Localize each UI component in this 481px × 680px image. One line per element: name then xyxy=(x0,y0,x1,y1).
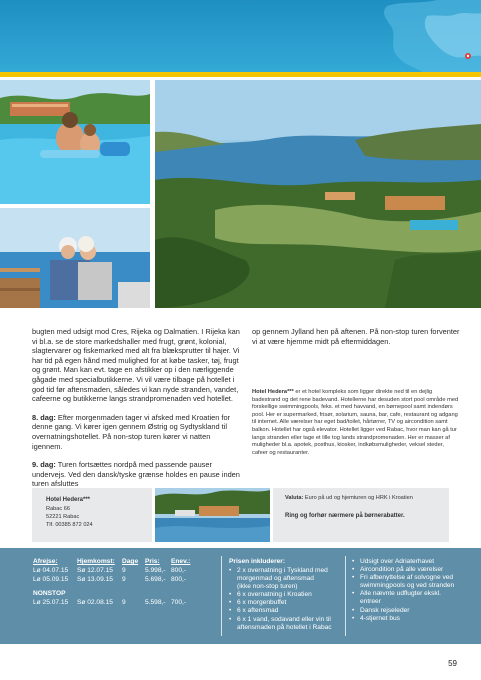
day-8-label: 8. dag: xyxy=(32,412,56,422)
paragraph-day-8 xyxy=(32,413,242,451)
list-item: • Alle nævnte udflugter ekskl. xyxy=(352,590,454,598)
list-item: aftensmaden på hotellet i Rabac xyxy=(237,623,332,631)
hotel-address-box xyxy=(32,488,152,542)
photo-resort-aerial xyxy=(155,80,481,308)
table-cell: 9 xyxy=(122,567,126,574)
table-cell: 9 xyxy=(122,599,126,606)
hotel-city: 52221 Rabac xyxy=(46,514,80,520)
table-cell: 9 xyxy=(122,576,126,583)
list-item: entreer xyxy=(360,598,381,606)
photo-hotel-bay xyxy=(155,488,270,542)
list-item: • Fri afbenyttelse af solvogne ved xyxy=(352,574,454,582)
hotel-street: Rabac 66 xyxy=(46,506,70,512)
list-item: • Udsigt over Adriaterhavet xyxy=(352,558,454,566)
list-item: • 6 x aftensmad xyxy=(229,607,332,615)
table-cell: 5.698,- xyxy=(145,576,166,583)
nonstop-label: NONSTOP xyxy=(33,590,66,597)
list-item: • 6 x 1 vand, sodavand eller vin til xyxy=(229,616,332,624)
hotel-description-label: Hotel Hedera*** xyxy=(252,389,294,395)
yellow-stripe xyxy=(0,72,481,77)
list-item: (ikke non-stop turen) xyxy=(237,583,298,591)
valuta-box xyxy=(273,488,449,542)
table-cell: Lø 04.07.15 xyxy=(33,567,69,574)
valuta-text: Euro på ud og hjemturen og HRK i Kroatien xyxy=(304,495,413,501)
hotel-name: Hotel Hedera*** xyxy=(46,497,91,503)
list-item: • 2 x overnatning i Tyskland med xyxy=(229,567,332,575)
child-discount-note: Ring og forhør nærmere på børnerabatter. xyxy=(285,513,405,519)
list-item: • Dansk rejseleder xyxy=(352,607,454,615)
paragraph-rijeka: bugten med udsigt mod Cres, Rijeka og Dalmatien. I Rijeka kan vi bl.a. se de store markedshaller med frugt, grønt, kolonial, slagtervarer og fiskemarked med alt fra blæksprutter til hajer. Vi har tid på egen hånd med mulighed for at købe tasker, tøj, frugt og grønt. Man kan evt. tage en afstikker op i den nærliggende gågade med specialbutikkerne. Vi vil være tilbage på hotellet i god tid før aftensmaden, således vi kan nyde stranden, vandet, cafeerne og butikkerne langs strandpromenaden ved hotellet. xyxy=(32,327,240,404)
body-column-left xyxy=(32,327,242,498)
table-cell: Sø 13.09.15 xyxy=(77,576,113,583)
page-number: 59 xyxy=(448,659,457,668)
list-item: swimmingpools og ved stranden xyxy=(360,582,455,590)
valuta-line xyxy=(285,495,445,502)
header-pris: Pris: xyxy=(145,558,160,565)
column-divider xyxy=(221,556,222,636)
table-cell: Sø 02.08.15 xyxy=(77,599,113,606)
list-item: • 4-stjernet bus xyxy=(352,615,454,623)
table-cell: Lø 05.09.15 xyxy=(33,576,69,583)
list-item: • 6 x overnatning i Kroatien xyxy=(229,591,332,599)
europe-map-graphic xyxy=(367,0,481,72)
hotel-phone: Tlf. 00385 872 024 xyxy=(46,522,93,528)
day-8-text: Efter morgenmaden tager vi afsked med Kroatien for denne gang. Vi kører igen gennem Østrig og Sydtyskland til overnatningshotellet. På non-stop turen kører vi natten igennem. xyxy=(32,412,231,451)
table-cell: Lø 25.07.15 xyxy=(33,599,69,606)
table-cell: 700,- xyxy=(171,599,187,606)
table-cell: 800,- xyxy=(171,567,187,574)
list-item: • 6 x morgenbuffet xyxy=(229,599,332,607)
departures-band xyxy=(0,548,481,644)
valuta-label: Valuta: xyxy=(285,495,304,501)
list-item: morgenmad og aftensmad xyxy=(237,575,314,583)
header-enev: Enev.: xyxy=(171,558,191,565)
hotel-description xyxy=(252,389,460,457)
table-cell: 5.998,- xyxy=(145,567,166,574)
price-includes-list xyxy=(229,567,332,632)
extras-list xyxy=(352,558,454,623)
photo-pool-children xyxy=(0,80,150,204)
paragraph-jylland: op gennem Jylland hen på aftenen. På non-stop turen forventer vi at være hjemme midt på eftermiddagen. xyxy=(252,327,460,346)
header-dage: Dage xyxy=(122,558,139,565)
column-divider xyxy=(345,556,346,636)
header-band xyxy=(0,0,481,72)
day-9-label: 9. dag: xyxy=(32,460,56,470)
table-cell: 800,- xyxy=(171,576,187,583)
list-item: • Aircondition på alle værelser xyxy=(352,566,454,574)
day-9-text: Turen fortsættes nordpå med passende pauser undervejs. Ved den dansk/tyske grænse holdes en pause inden turen afsluttes xyxy=(32,460,240,489)
header-afrejse: Afrejse: xyxy=(33,558,58,565)
hotel-description-text: er et hotel kompleks som ligger direkte ned til en dejlig badestrand og det rene badevand. Hotellerne har desuden stort pool område med forskellige swimmingpools, feks. et med havvand, en børnepool samt indendørs pool. Her er supermarked, frisør, solarium, sauna, bar, cafe, restaurant og adgang til internet. Alle værelser har eget bad/toilet, hårtørrer, TV og aircondition samt balkon. Hotellet har også elevator. Hotellet ligger ved Rabac, hvor man kan gå tur langs stranden eller tage et lille tog lands strandpromenaden. Her er masser af muligheder bl.a. apotek, posthus, kiosker, indkøbsmuligheder, veksel steder, cafeer og restauranter. xyxy=(252,389,459,456)
body-column-right xyxy=(252,327,460,355)
photo-couple-sea xyxy=(0,208,150,308)
paragraph-day-9 xyxy=(32,460,242,489)
table-cell: 5.598,- xyxy=(145,599,166,606)
price-includes-title: Prisen inkluderer: xyxy=(229,558,286,565)
header-hjemkomst: Hjemkomst: xyxy=(77,558,115,565)
table-cell: Sø 12.07.15 xyxy=(77,567,113,574)
